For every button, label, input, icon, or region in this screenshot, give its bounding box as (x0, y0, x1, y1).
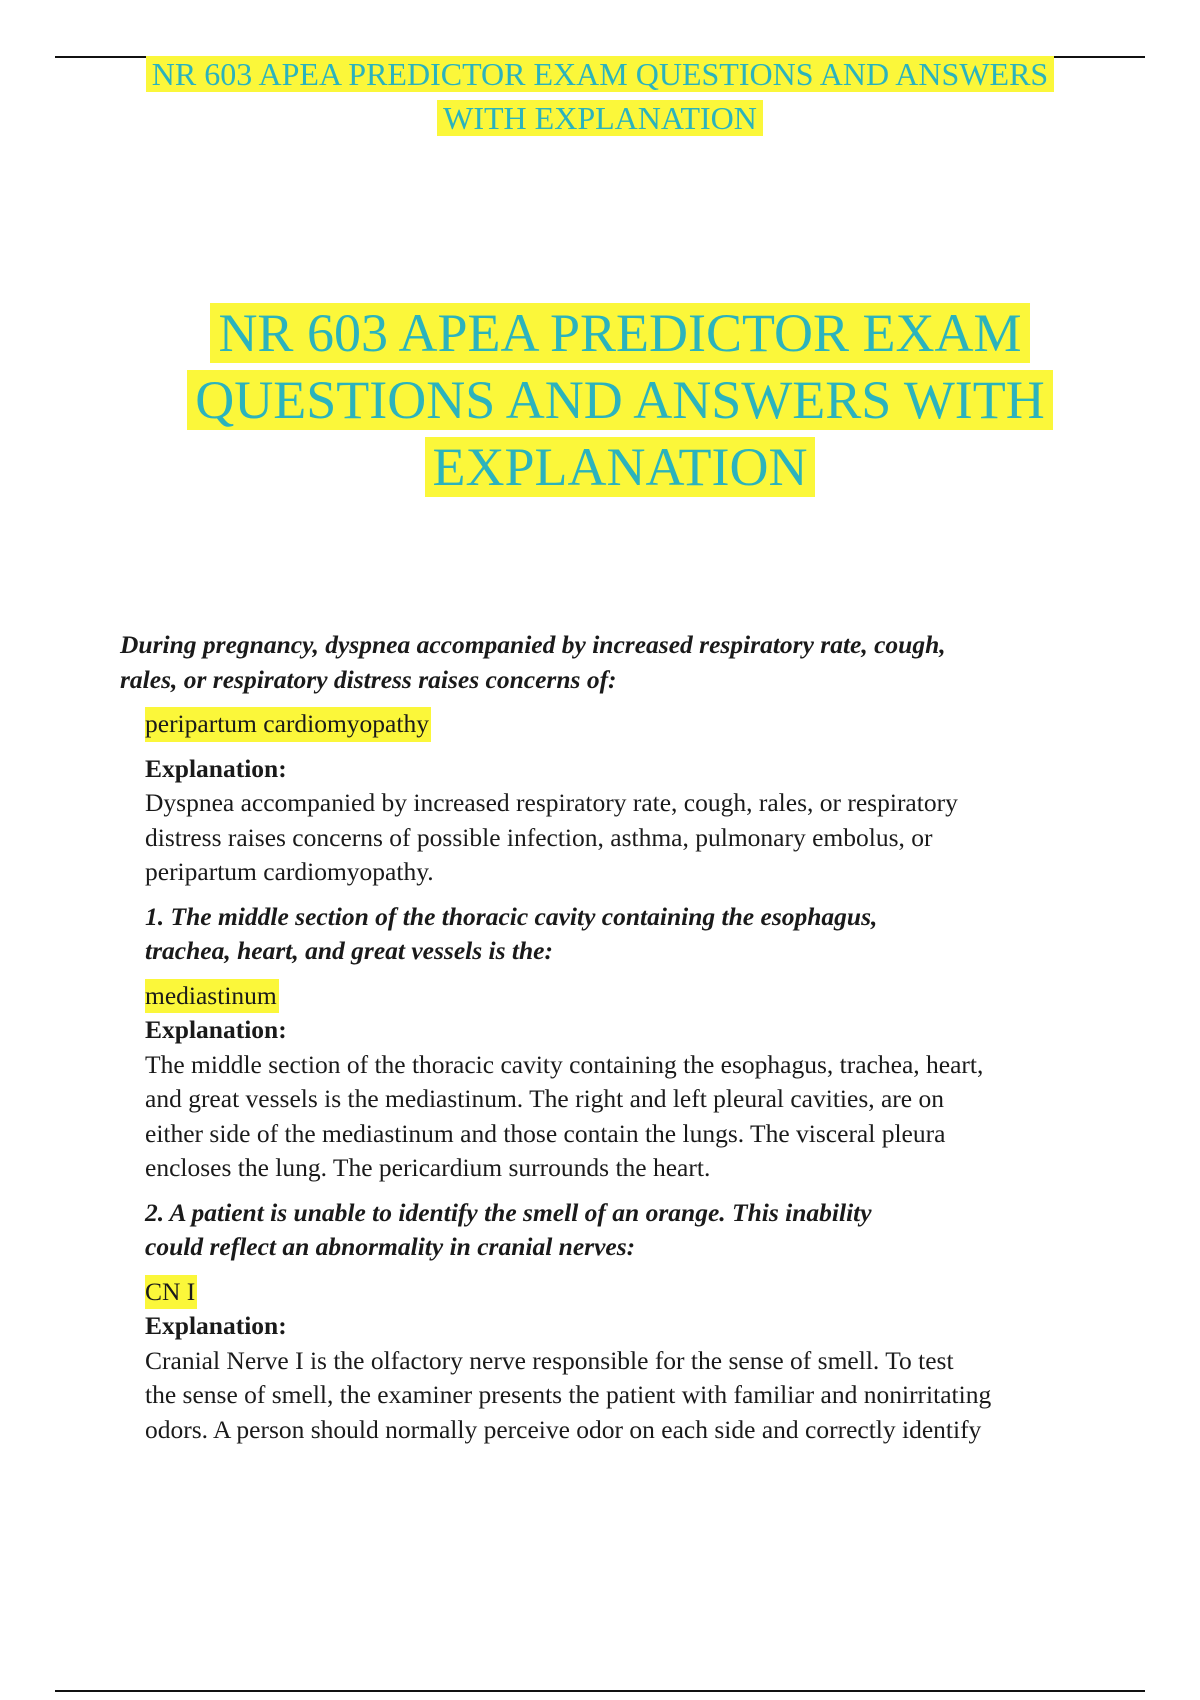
intro-question-line-1: During pregnancy, dyspnea accompanied by increased respiratory rate, cough, (120, 630, 946, 659)
header-title-line-1: NR 603 APEA PREDICTOR EXAM QUESTIONS AND ANSWERS (146, 56, 1054, 92)
document-title-line-2: QUESTIONS AND ANSWERS WITH (187, 370, 1053, 430)
question-1-explanation-label: Explanation: (145, 1015, 287, 1044)
bottom-rule (55, 1690, 1145, 1692)
question-1-explanation (145, 1048, 1110, 1186)
question-1-answer: mediastinum (145, 979, 279, 1014)
question-2-explanation (145, 1344, 1110, 1448)
intro-question (120, 628, 1110, 697)
intro-explanation-line-2: distress raises concerns of possible infection, asthma, pulmonary embolus, or (145, 822, 933, 852)
question-2-answer: CN I (145, 1275, 197, 1310)
question-1-explanation-line-2: and great vessels is the mediastinum. The right and left pleural cavities, are on (145, 1084, 944, 1113)
document-title-line-1: NR 603 APEA PREDICTOR EXAM (210, 303, 1029, 363)
intro-explanation-line-3: peripartum cardiomyopathy. (145, 857, 434, 886)
intro-answer: peripartum cardiomyopathy (145, 707, 431, 742)
question-2 (145, 1196, 1110, 1265)
question-1-line-1: 1. The middle section of the thoracic cavity containing the esophagus, (145, 901, 878, 931)
question-2-line-1: 2. A patient is unable to identify the smell of an orange. This inability (145, 1197, 872, 1227)
question-1-explanation-line-3: either side of the mediastinum and those contain the lungs. The visceral pleura (145, 1118, 946, 1148)
question-2-explanation-line-3: odors. A person should normally perceive odor on each side and correctly identify (145, 1414, 982, 1444)
document-body (120, 628, 1110, 1457)
question-1 (145, 900, 1110, 969)
header-title-line-2: WITH EXPLANATION (437, 100, 763, 136)
question-1-explanation-line-4: encloses the lung. The pericardium surrounds the heart. (145, 1153, 711, 1182)
question-1-line-2: trachea, heart, and great vessels is the: (145, 936, 553, 965)
intro-explanation-label: Explanation: (145, 753, 287, 783)
question-2-explanation-line-2: the sense of smell, the examiner presents the patient with familiar and nonirritating (145, 1380, 992, 1409)
intro-answer-block (145, 707, 1110, 1447)
intro-explanation-line-1: Dyspnea accompanied by increased respiratory rate, cough, rales, or respiratory (145, 788, 958, 817)
document-title-line-3: EXPLANATION (425, 437, 816, 497)
intro-explanation (145, 786, 1110, 890)
question-2-explanation-line-1: Cranial Nerve I is the olfactory nerve responsible for the sense of smell. To test (145, 1345, 954, 1375)
question-2-explanation-label: Explanation: (145, 1311, 287, 1340)
question-1-explanation-line-1: The middle section of the thoracic cavity containing the esophagus, trachea, heart, (145, 1049, 984, 1079)
intro-question-line-2: rales, or respiratory distress raises concerns of: (120, 664, 617, 694)
document-title (0, 300, 1200, 501)
question-2-line-2: could reflect an abnormality in cranial nerves: (145, 1232, 636, 1261)
page-header-title (0, 52, 1200, 140)
